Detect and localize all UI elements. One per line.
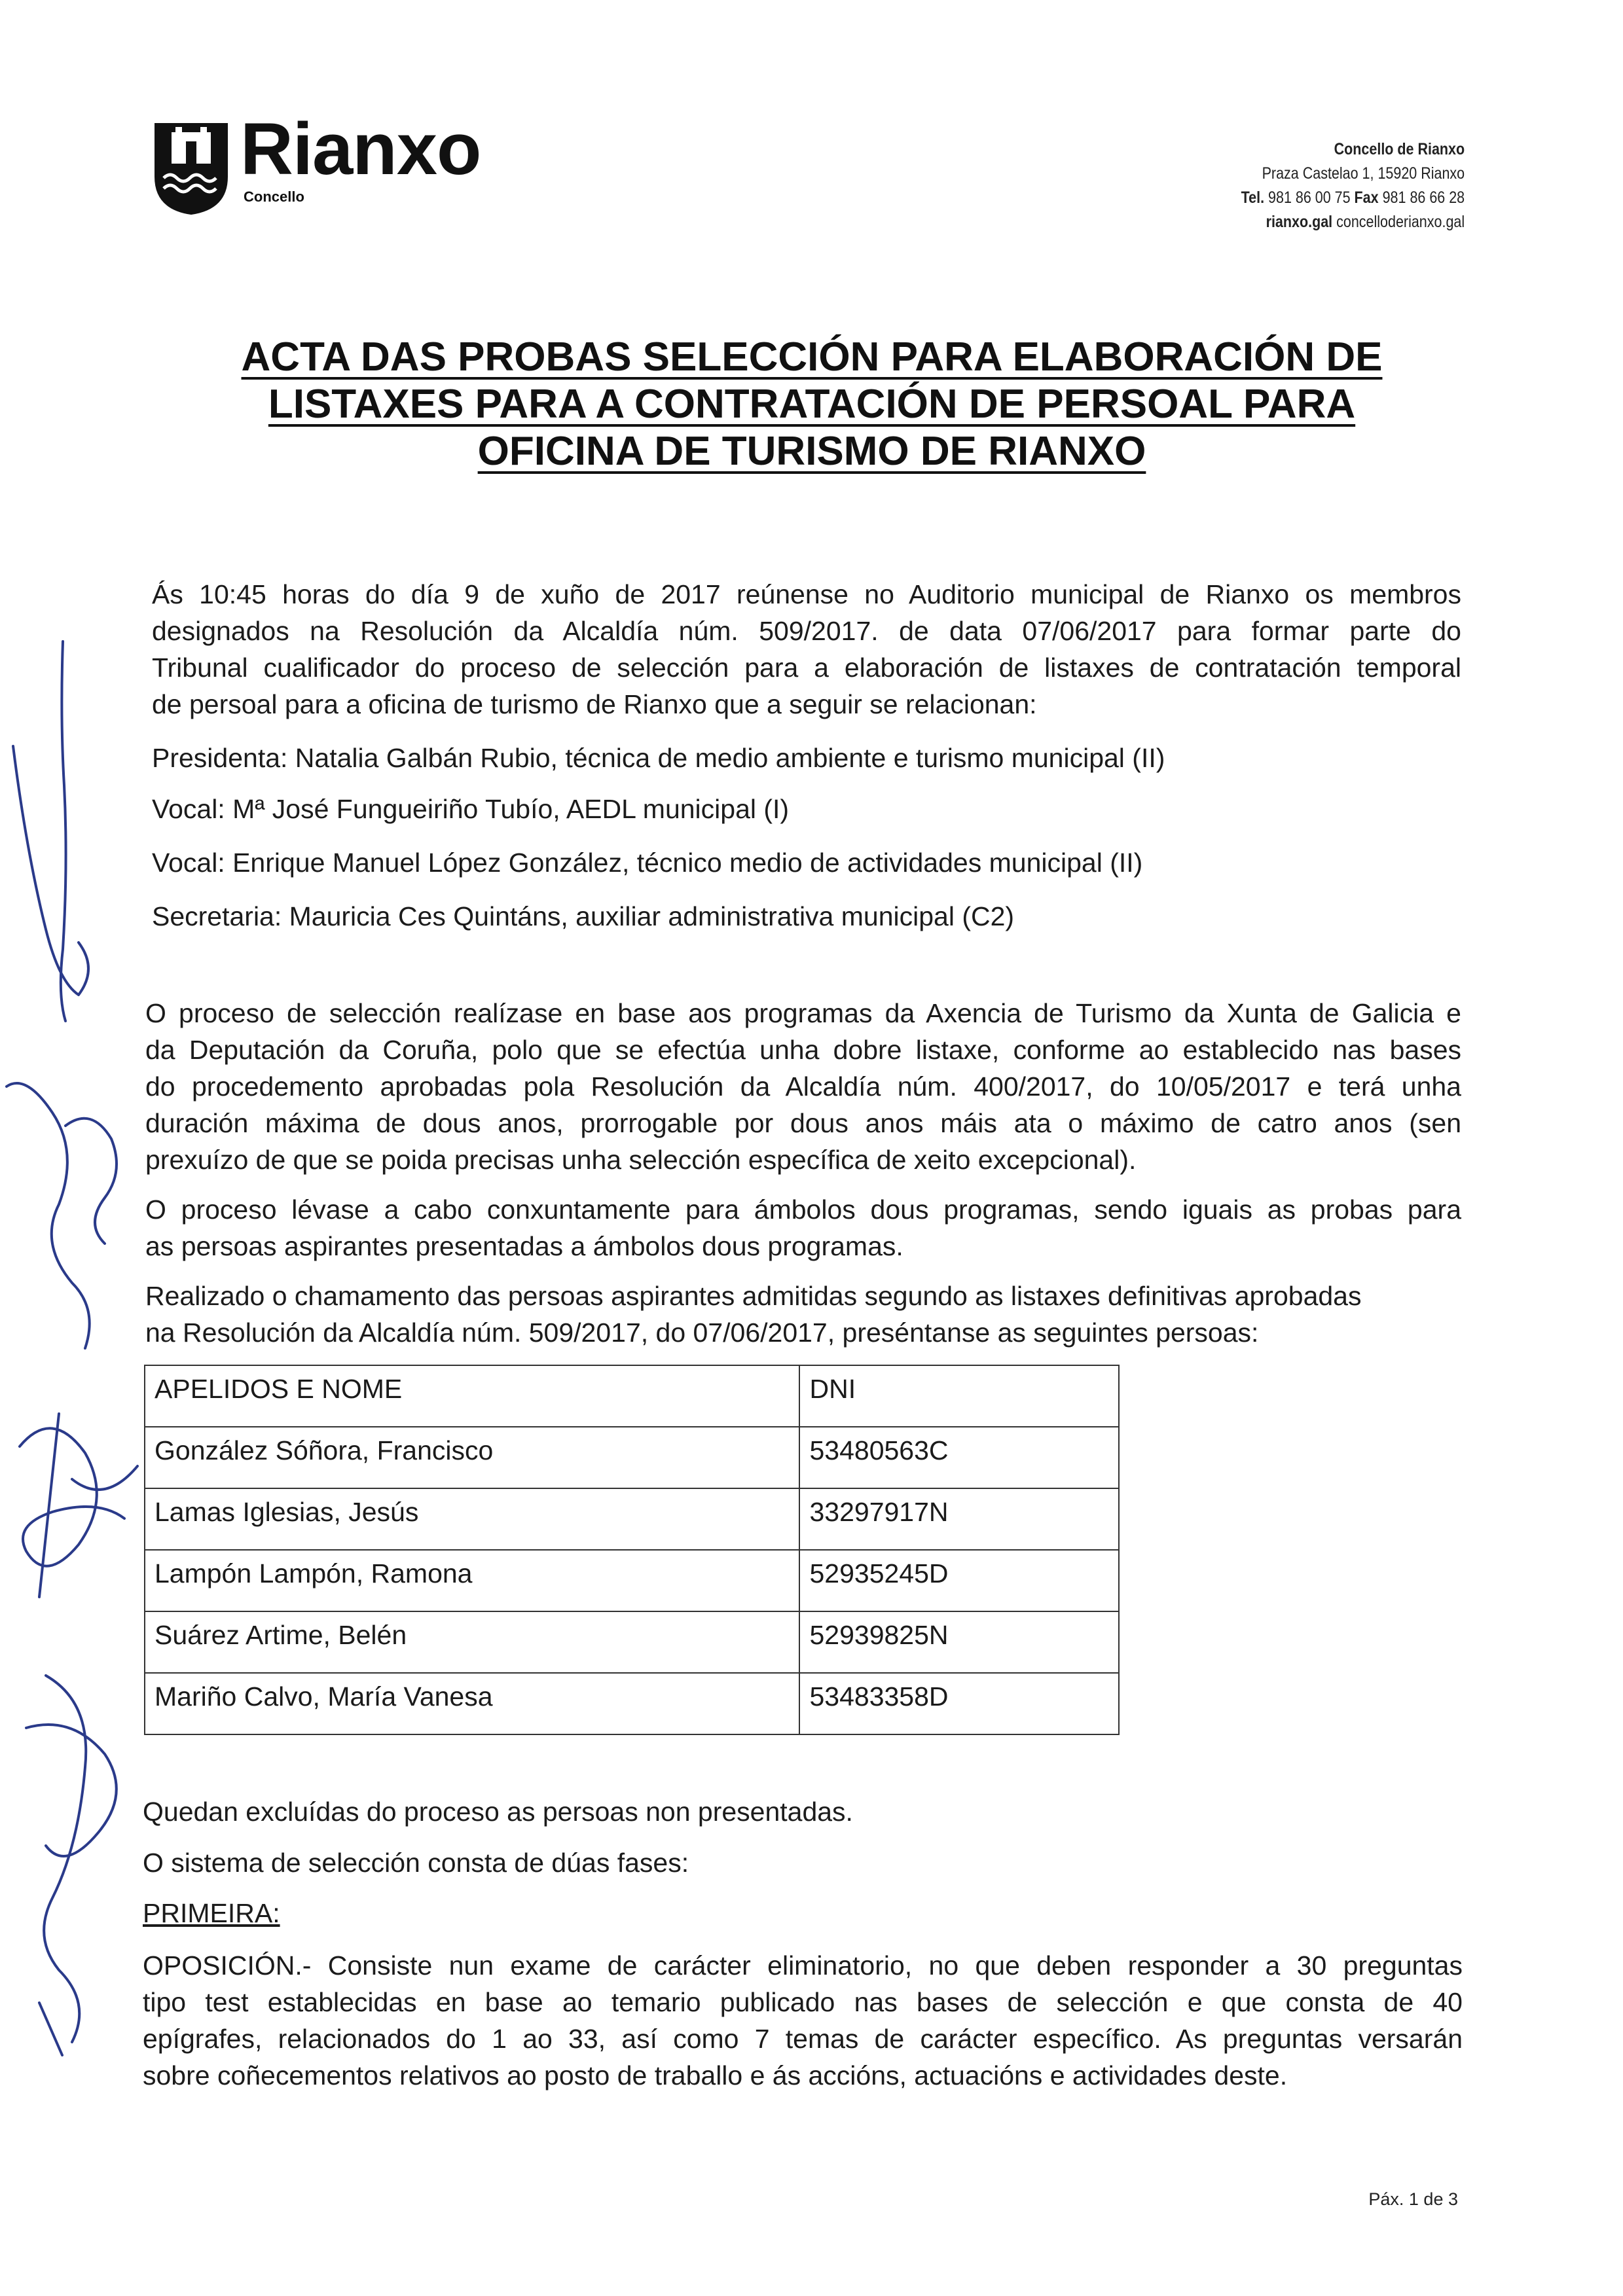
table-row [145, 1673, 1119, 1734]
candidate-dni: 52939825N [799, 1611, 1119, 1673]
table-header-row [145, 1365, 1119, 1427]
candidate-name: Mariño Calvo, María Vanesa [145, 1673, 799, 1734]
intro-paragraph: Ás 10:45 horas do día 9 de xuño de 2017 reúnense no Auditorio municipal de Rianxo os membros designados na Resolución da Alcaldía núm. 509/2017. de data 07/06/2017 para formar parte do Tribunal cualificador do proceso de selección para a elaboración de listaxes de contratación temporal de persoal para a oficina de turismo de Rianxo que a seguir se relacionan: [152, 579, 1461, 719]
title-line: ACTA DAS PROBAS SELECCIÓN PARA ELABORACIÓN DE [241, 334, 1383, 380]
candidate-dni: 53483358D [799, 1673, 1119, 1734]
candidates-table [144, 1365, 1120, 1735]
title-line: OFICINA DE TURISMO DE RIANXO [477, 429, 1146, 474]
phases-statement: O sistema de selección consta de dúas fases: [143, 1848, 689, 1878]
contact-phones: Tel. 981 86 00 75 Fax 981 86 66 28 [1241, 188, 1465, 207]
signature-stroke [20, 1428, 124, 1566]
signature-stroke [61, 641, 66, 1021]
signature-stroke [39, 2003, 62, 2055]
candidate-dni: 33297917N [799, 1488, 1119, 1550]
logo-subtext: Concello [244, 188, 304, 205]
signature-stroke [44, 1676, 86, 2042]
signature-stroke [39, 1414, 59, 1597]
logo-wordmark: Rianxo [240, 108, 481, 190]
process-paragraph: O proceso de selección realízase en base aos programas da Axencia de Turismo da Xunta de Galicia e da Deputación da Coruña, polo que se efectúa unha dobre listaxe, conforme ao establecido nas bases do procedemento aprobadas pola Resolución da Alcaldía núm. 400/2017, do 10/05/2017 e terá unha duración máxima de dous anos, prorrogable por dous anos máis ata o máximo de catro anos (sen prexuízo de que se poida precisas unha selección específica de xeito excepcional). [145, 998, 1461, 1175]
table-row [145, 1427, 1119, 1488]
street-address: Praza Castelao 1, 15920 Rianxo [1262, 164, 1465, 183]
org-name: Concello de Rianxo [1334, 140, 1465, 158]
first-phase-heading: PRIMEIRA: [143, 1898, 280, 1928]
header-name: APELIDOS E NOME [145, 1365, 799, 1427]
excluded-statement: Quedan excluídas do proceso as persoas non presentadas. [143, 1797, 853, 1827]
candidate-name: Lamas Iglesias, Jesús [145, 1488, 799, 1550]
candidate-name: González Sóñora, Francisco [145, 1427, 799, 1488]
member-president: Presidenta: Natalia Galbán Rubio, técnica de medio ambiente e turismo municipal (II) [152, 743, 1165, 773]
opposition-paragraph: OPOSICIÓN.- Consiste nun exame de carácter eliminatorio, no que deben responder a 30 preguntas tipo test establecidas en base ao temario publicado nas bases de selección e que consta de 40 epígrafes, relacionados do 1 ao 33, así como 7 temas de carácter específico. As preguntas versarán sobre coñecementos relativos ao posto de traballo e ás accións, actuacións e actividades deste. [143, 1950, 1463, 2090]
candidate-dni: 53480563C [799, 1427, 1119, 1488]
table-row [145, 1550, 1119, 1611]
candidate-name: Lampón Lampón, Ramona [145, 1550, 799, 1611]
joint-paragraph: O proceso lévase a cabo conxuntamente para ámbolos dous programas, sendo iguais as probas para as persoas aspirantes presentadas a ámbolos dous programas. [145, 1194, 1461, 1261]
table-row [145, 1611, 1119, 1673]
page-number: Páx. 1 de 3 [1368, 2189, 1458, 2209]
header-dni: DNI [799, 1365, 1119, 1427]
candidate-name: Suárez Artime, Belén [145, 1611, 799, 1673]
member-secretary: Secretaria: Mauricia Ces Quintáns, auxiliar administrativa municipal (C2) [152, 901, 1015, 931]
signature-stroke [13, 746, 88, 995]
web-links: rianxo.gal concelloderianxo.gal [1266, 213, 1465, 231]
document-title [196, 334, 1427, 475]
member-vocal-1: Vocal: Mª José Fungueiriño Tubío, AEDL municipal (I) [152, 794, 790, 824]
table-row [145, 1488, 1119, 1550]
signature-stroke [65, 1119, 117, 1244]
called-paragraph: Realizado o chamamento das persoas aspirantes admitidas segundo as listaxes definitivas aprobadas na Resolución da Alcaldía núm. 509/2017, do 07/06/2017, preséntanse as seguintes persoas: [145, 1281, 1362, 1348]
candidate-dni: 52935245D [799, 1550, 1119, 1611]
member-vocal-2: Vocal: Enrique Manuel López González, técnico medio de actividades municipal (II) [152, 848, 1143, 878]
header-address [1241, 137, 1465, 234]
title-line: LISTAXES PARA A CONTRATACIÓN DE PERSOAL PARA [268, 382, 1356, 427]
margin-signatures-icon [0, 0, 196, 2296]
signature-stroke [72, 1466, 137, 1490]
logo [152, 108, 519, 229]
signature-stroke [26, 1725, 117, 1856]
signature-stroke [7, 1083, 90, 1348]
